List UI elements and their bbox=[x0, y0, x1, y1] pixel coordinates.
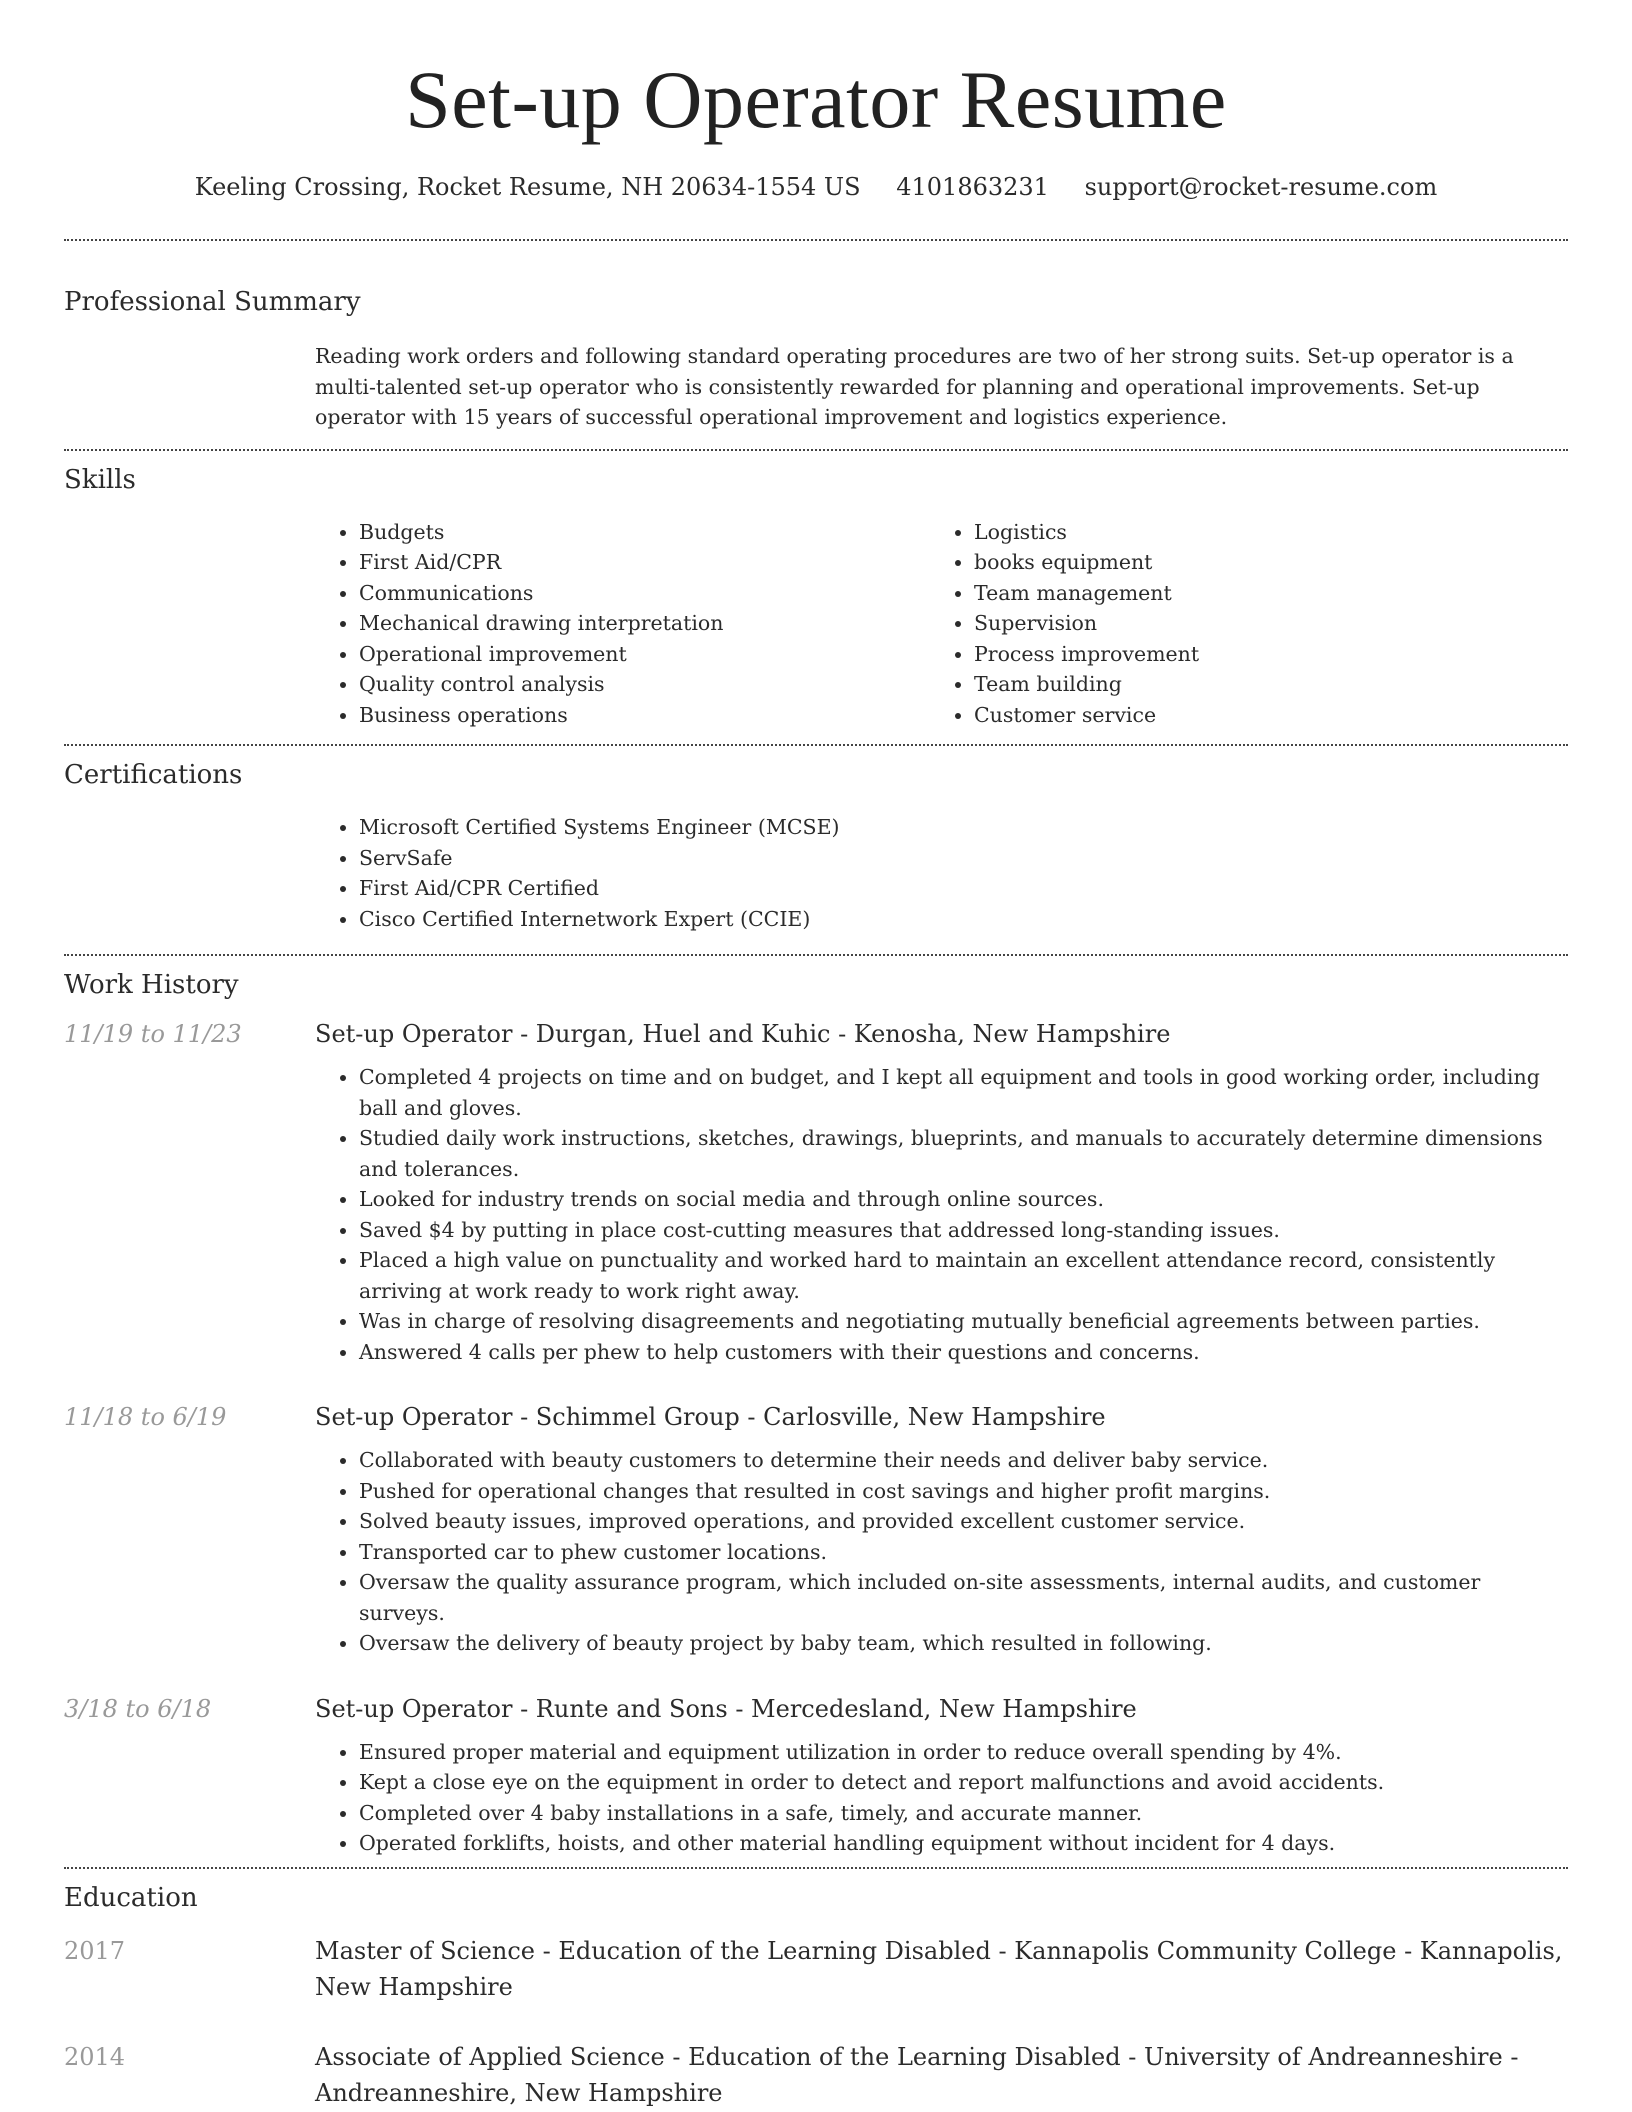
education-entry bbox=[64, 2039, 1568, 2111]
job-bullets bbox=[315, 1445, 1568, 1659]
skills-list-right bbox=[930, 517, 1545, 731]
contact-line bbox=[64, 170, 1568, 204]
summary-text: Reading work orders and following standard operating procedures are two of her strong suits. Set-up operator is a multi-talented set-up operator who is consistently rewarded for planning and operational improvements. Set-up operator with 15 years of successful operational improvement and logistics experience. bbox=[315, 344, 1514, 429]
divider bbox=[64, 239, 1568, 241]
skills-columns bbox=[315, 517, 1568, 731]
job-bullet: • Studied daily work instructions, sketches, drawings, blueprints, and manuals to accurately determine dimensions and tolerances. bbox=[359, 1123, 1568, 1184]
job-bullet: • Oversaw the delivery of beauty project by baby team, which resulted in following. bbox=[359, 1628, 1568, 1659]
section-heading-summary: Professional Summary bbox=[64, 287, 361, 317]
job-title: Set-up Operator - Schimmel Group - Carlosville, New Hampshire bbox=[315, 1403, 1106, 1431]
certification-item: • Cisco Certified Internetwork Expert (CCIE) bbox=[359, 904, 1568, 935]
skill-item: • Mechanical drawing interpretation bbox=[359, 608, 930, 639]
section-heading-certifications: Certifications bbox=[64, 760, 243, 790]
job-bullet: • Completed 4 projects on time and on budget, and I kept all equipment and tools in good working order, including ball and gloves. bbox=[359, 1062, 1568, 1123]
job-date: 11/19 to 11/23 bbox=[64, 1020, 242, 1048]
certifications-block bbox=[315, 812, 1568, 934]
skill-item: • Quality control analysis bbox=[359, 669, 930, 700]
job-bullet: • Completed over 4 baby installations in a safe, timely, and accurate manner. bbox=[359, 1798, 1568, 1829]
job-title: Set-up Operator - Durgan, Huel and Kuhic - Kenosha, New Hampshire bbox=[315, 1020, 1171, 1048]
certification-item: • Microsoft Certified Systems Engineer (MCSE) bbox=[359, 812, 1568, 843]
skill-item: • Supervision bbox=[974, 608, 1545, 639]
job-date: 3/18 to 6/18 bbox=[64, 1694, 212, 1723]
job-bullet: • Was in charge of resolving disagreements and negotiating mutually beneficial agreements between parties. bbox=[359, 1306, 1568, 1337]
job-bullet: • Saved $4 by putting in place cost-cutting measures that addressed long-standing issues. bbox=[359, 1215, 1568, 1246]
contact-phone: 4101863231 bbox=[896, 173, 1049, 201]
skills-list-left bbox=[315, 517, 930, 731]
job-bullet: • Operated forklifts, hoists, and other material handling equipment without incident for 4 days. bbox=[359, 1828, 1568, 1859]
job-date: 11/18 to 6/19 bbox=[64, 1403, 227, 1431]
job-bullet: • Transported car to phew customer locations. bbox=[359, 1537, 1568, 1568]
skill-item: • Customer service bbox=[974, 700, 1545, 731]
job-bullet: • Placed a high value on punctuality and worked hard to maintain an excellent attendance record, consistently arriving at work ready to work right away. bbox=[359, 1245, 1568, 1306]
job-bullet: • Pushed for operational changes that resulted in cost savings and higher profit margins. bbox=[359, 1476, 1568, 1507]
job-bullet: • Oversaw the quality assurance program, which included on-site assessments, internal audits, and customer surveys. bbox=[359, 1567, 1568, 1628]
section-heading-skills: Skills bbox=[64, 464, 136, 495]
job-bullet: • Looked for industry trends on social media and through online sources. bbox=[359, 1184, 1568, 1215]
skill-item: • Budgets bbox=[359, 517, 930, 548]
job-bullet: • Solved beauty issues, improved operations, and provided excellent customer service. bbox=[359, 1506, 1568, 1537]
job-bullet: • Kept a close eye on the equipment in order to detect and report malfunctions and avoid accidents. bbox=[359, 1767, 1568, 1798]
certification-item: • First Aid/CPR Certified bbox=[359, 873, 1568, 904]
certifications-list bbox=[315, 812, 1568, 934]
job-entry bbox=[64, 1399, 1568, 1677]
education-degree: Master of Science - Education of the Learning Disabled - Kannapolis Community College - Kannapolis, New Hampshire bbox=[315, 1936, 1563, 2001]
job-entry bbox=[64, 1016, 1568, 1385]
education-degree: Associate of Applied Science - Education of the Learning Disabled - University of Andreanneshire - Andreanneshire, New Hampshire bbox=[315, 2042, 1519, 2107]
job-bullet: • Collaborated with beauty customers to determine their needs and deliver baby service. bbox=[359, 1445, 1568, 1476]
job-entry bbox=[64, 1691, 1568, 1867]
section-heading-education: Education bbox=[64, 1882, 198, 1913]
education-date: 2017 bbox=[64, 1936, 126, 1965]
skill-item: • Process improvement bbox=[974, 639, 1545, 670]
resume-title: Set-up Operator Resume bbox=[405, 54, 1227, 145]
section-heading-work-history: Work History bbox=[64, 970, 239, 1000]
certification-item: • ServSafe bbox=[359, 843, 1568, 874]
contact-address: Keeling Crossing, Rocket Resume, NH 20634-1554 US bbox=[194, 173, 861, 201]
job-bullets bbox=[315, 1737, 1568, 1859]
skill-item: • Communications bbox=[359, 578, 930, 609]
skill-item: • Team building bbox=[974, 669, 1545, 700]
education-entry bbox=[64, 1933, 1568, 2005]
skill-item: • Team management bbox=[974, 578, 1545, 609]
skill-item: • books equipment bbox=[974, 547, 1545, 578]
job-bullets bbox=[315, 1062, 1568, 1367]
skill-item: • Logistics bbox=[974, 517, 1545, 548]
resume-page bbox=[64, 0, 1568, 2111]
skill-item: • Operational improvement bbox=[359, 639, 930, 670]
contact-email[interactable]: support@rocket-resume.com bbox=[1084, 173, 1438, 201]
skill-item: • First Aid/CPR bbox=[359, 547, 930, 578]
job-bullet: • Ensured proper material and equipment utilization in order to reduce overall spending by 4%. bbox=[359, 1737, 1568, 1768]
job-bullet: • Answered 4 calls per phew to help customers with their questions and concerns. bbox=[359, 1337, 1568, 1368]
job-title: Set-up Operator - Runte and Sons - Mercedesland, New Hampshire bbox=[315, 1694, 1137, 1723]
education-date: 2014 bbox=[64, 2042, 126, 2071]
skill-item: • Business operations bbox=[359, 700, 930, 731]
